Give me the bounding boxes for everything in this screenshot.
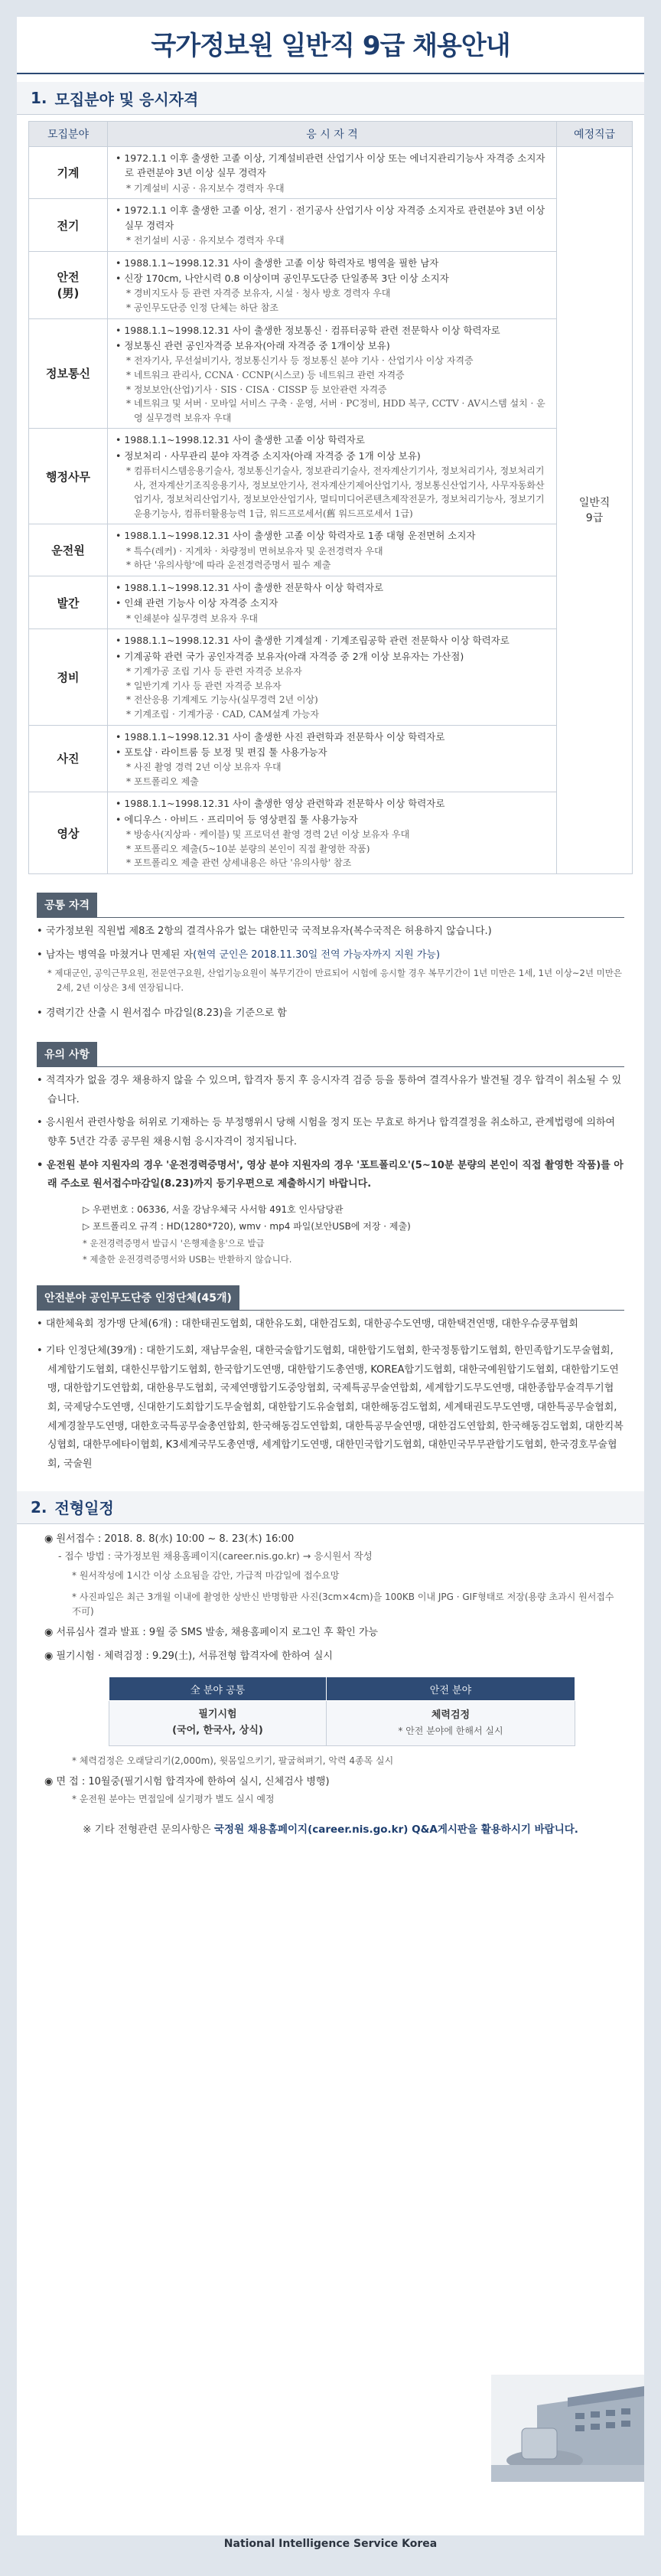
requirement-text: 신장 170cm, 나안시력 0.8 이상이며 공인무도단증 단일종목 3단 이상 소지자 xyxy=(124,273,449,285)
requirement-text: 1988.1.1~1998.12.31 사이 출생한 사진 관련학과 전문학사 이상 학력자로 xyxy=(124,730,445,743)
field-requirements xyxy=(108,429,557,524)
requirement-note xyxy=(116,842,549,857)
field-requirements xyxy=(108,792,557,874)
requirement-text: 1988.1.1~1998.12.31 사이 출생한 정보통신 · 컴퓨터공학 관련 전문학사 이상 학력자로 xyxy=(124,324,500,336)
requirement-item xyxy=(116,745,549,759)
common-p2: • 남자는 병역을 마쳤거나 면제된 자(현역 군인은 2018.11.30일 전역 가능자까지 지원 가능) xyxy=(37,948,441,961)
schedule-application-note-1: * 원서작성에 1시간 이상 소요됨을 감안, 가급적 마감일에 접수요망 xyxy=(72,1570,340,1582)
requirement-item xyxy=(116,323,549,338)
requirement-note xyxy=(116,354,549,368)
field-requirements xyxy=(108,147,557,199)
nis-building-photo xyxy=(491,2375,644,2482)
requirement-item xyxy=(116,256,549,270)
requirement-item xyxy=(116,151,549,181)
requirement-item xyxy=(116,796,549,811)
martial-tag: 안전분야 공인무도단증 인정단체(45개) xyxy=(37,1285,239,1310)
section-1-header xyxy=(17,82,644,115)
bullet-icon: • xyxy=(116,340,125,351)
requirement-note xyxy=(116,679,549,694)
table-row xyxy=(29,524,633,576)
bullet-icon: • xyxy=(116,813,125,825)
common-tag: 공통 자격 xyxy=(37,893,97,917)
requirement-item xyxy=(116,730,549,744)
requirement-note xyxy=(116,233,549,248)
footer-brand: National Intelligence Service Korea xyxy=(223,2538,438,2550)
requirement-text: 1988.1.1~1998.12.31 사이 출생한 고졸 이상 학력자로 xyxy=(124,434,365,446)
martial-p2-text: 기타 인정단체(39개) : 대한기도회, 재남무술원, 대한국술합기도협회, 대한합기도협회, 한국정통합기도협회, 한민족합기도무술협회, 세계합기도협회, 대한신무합기도협회, 한국합기도연맹, 대한합기도총연맹, KOREA합기도협회, 대한국예원합기도협회, 대한합기도연맹, 대한합기도연합회, 대한용무도협회, 국제연맹합기도중앙협회, 국제특공무술연합회, 세계합기도무도연맹, 대한종합무술격투기협회, 국제당수도연맹, 신대한기도회합기도무술협회, 대한합기도유술협회, 대한해동검도협회, 세계태권도무도연맹, 대한특공무술협회, 세계경찰무도연맹, 대한호국특공무술총연합회, 한국해동검도연합회, 대한특공무술연맹, 대한검도연합회, 한국해동검도협회, 대한킥복싱협회, 대한무에타이협회, K3세계국무도총연맹, 세계합기도연맹, 대한민국합기도협회, 대한민국무무관합기도협회, 한국경호무술협회, 국술원 xyxy=(45,1344,624,1471)
mail-address: ▷ 우편번호 : 06336, 서울 강남우체국 사서함 491호 인사담당관 xyxy=(83,1204,344,1216)
caution-p3-text: 운전원 분야 지원자의 경우 '운전경력증명서', 영상 분야 지원자의 경우 '포트폴리오'(5~10분 분량의 본인이 직접 촬영한 작품)를 아래 주소로 원서접수마감일(8.23)까지 등기우편으로 제출하시기 바랍니다. xyxy=(46,1159,624,1190)
planned-grade: 일반직 9급 xyxy=(557,147,633,874)
martial-p1-text: 대한체육회 정가맹 단체(6개) : 대한태권도협회, 대한유도회, 대한검도회, 대한공수도연맹, 대한택견연맹, 대한우슈쿵푸협회 xyxy=(45,1318,578,1330)
bullet-icon: • xyxy=(116,746,125,758)
table-row xyxy=(29,576,633,629)
requirement-text: * 기계설비 시공 · 유지보수 경력자 우대 xyxy=(126,182,285,194)
schedule-written-test: ◉ 필기시험 · 체력검정 : 9.29(土), 서류전형 합격자에 한하여 실시 xyxy=(44,1650,333,1662)
test-cell-written xyxy=(109,1701,327,1746)
schedule-application-note-2: * 사진파일은 최근 3개월 이내에 촬영한 상반신 반명함판 사진(3cm×4cm)을 100KB 이내 JPG · GIF형태로 저장(용량 초과시 원서접수 不可) xyxy=(72,1591,614,1617)
requirement-text: 1988.1.1~1998.12.31 사이 출생한 영상 관련학과 전문학사 이상 학력자로 xyxy=(124,798,445,810)
bullet-icon: • xyxy=(116,650,125,662)
caution-p1-text: 적격자가 없을 경우 채용하지 않을 수 있으며, 합격자 통지 후 응시자격 검증 등을 통하여 결격사유가 발견될 경우 합격이 취소될 수 있습니다. xyxy=(45,1074,622,1105)
requirement-text: * 전기설비 시공 · 유지보수 경력자 우대 xyxy=(126,235,285,246)
requirement-note xyxy=(116,181,549,196)
section-1-number: 1. xyxy=(31,89,47,107)
requirement-text: 정보처리 · 사무관리 분야 자격증 소지자(아래 자격증 중 1개 이상 보유) xyxy=(124,449,421,462)
requirement-text: * 전자기사, 무선설비기사, 정보통신기사 등 정보통신 분야 기사 · 산업기사 이상 자격증 xyxy=(126,355,474,367)
bullet-icon: • xyxy=(116,530,125,542)
header-field: 모집분야 xyxy=(29,122,108,147)
requirement-note xyxy=(116,693,549,707)
bullet-icon: • xyxy=(116,730,125,743)
requirement-text: 에디우스 · 아비드 · 프리미어 등 영상편집 툴 사용가능자 xyxy=(124,813,358,825)
schedule xyxy=(44,1530,617,1807)
header-grade: 예정직급 xyxy=(557,122,633,147)
field-requirements xyxy=(108,629,557,725)
recruitment-table xyxy=(28,121,633,874)
table-row xyxy=(29,147,633,199)
section-2-header xyxy=(17,1491,644,1524)
requirement-text: 1988.1.1~1998.12.31 사이 출생한 기계설계 · 기계조립공학 관련 전문학사 이상 학력자로 xyxy=(124,635,510,647)
requirement-text: * 하단 '유의사항'에 따라 운전경력증명서 필수 제출 xyxy=(126,560,331,571)
bullet-icon: • xyxy=(116,597,125,609)
requirement-text: * 네트워크 관리사, CCNA · CCNP(시스코) 등 네트워크 관련 자격증 xyxy=(126,369,405,380)
test-table xyxy=(109,1677,575,1746)
requirement-note xyxy=(116,397,549,425)
common-tag-line xyxy=(37,917,624,918)
test-header-safety: 안전 분야 xyxy=(326,1677,575,1701)
common-p3: • 경력기간 산출 시 원서접수 마감일(8.23)을 기준으로 함 xyxy=(37,1007,287,1020)
header-requirements: 응 시 자 격 xyxy=(108,122,557,147)
common-note-text: 제대군인, 공익근무요원, 전문연구요원, 산업기능요원이 복무기간이 만료되어 시험에 응시할 경우 복무기간이 1년 미만은 1세, 1년 이상~2년 미만은 2세, 2년 이상은 3세 연장됩니다. xyxy=(54,968,622,994)
common-p3-text: 경력기간 산출 시 원서접수 마감일(8.23)을 기준으로 함 xyxy=(45,1007,287,1020)
table-row xyxy=(29,251,633,318)
martial-arts-box xyxy=(37,1285,624,1474)
schedule-document-result: ◉ 서류심사 결과 발표 : 9월 중 SMS 발송, 채용홈페이지 로그인 후 확인 가능 xyxy=(44,1626,379,1638)
caution-box xyxy=(37,1042,624,1267)
table-header-row xyxy=(29,122,633,147)
schedule-application: ◉ 원서접수 : 2018. 8. 8(水) 10:00 ~ 8. 23(木) 16:00 xyxy=(44,1533,295,1545)
requirement-text: * 방송사(지상파 · 케이블) 및 프로덕션 촬영 경력 2년 이상 보유자 우대 xyxy=(126,829,410,841)
bullet-icon: • xyxy=(116,434,125,446)
bullet-icon: • xyxy=(116,798,125,810)
requirement-item xyxy=(116,649,549,664)
table-row xyxy=(29,199,633,251)
requirement-text: 1988.1.1~1998.12.31 사이 출생한 고졸 이상 학력자로 병역을 필한 남자 xyxy=(124,256,439,269)
requirement-text: * 전산응용 기계제도 기능사(실무경력 2년 이상) xyxy=(126,694,318,706)
test-physical-title: 체력검정 xyxy=(431,1709,471,1722)
requirement-text: 기계공학 관련 국가 공인자격증 보유자(아래 자격증 중 2개 이상 보유자는 가산점) xyxy=(124,650,464,662)
test-written-subjects: (국어, 한국사, 상식) xyxy=(172,1725,263,1737)
requirement-item xyxy=(116,580,549,595)
common-p1-text: 국가정보원 직원법 제8조 2항의 결격사유가 없는 대한민국 국적보유자(복수국적은 허용하지 않습니다.) xyxy=(45,925,492,937)
requirement-text: 인쇄 관련 기능사 이상 자격증 소지자 xyxy=(124,597,278,609)
martial-tag-line xyxy=(37,1310,624,1311)
title-divider xyxy=(17,73,644,74)
requirement-text: * 특수(레커) · 지게차 · 차량정비 면허보유자 및 운전경력자 우대 xyxy=(126,545,383,557)
field-name: 발간 xyxy=(29,576,108,629)
requirement-item xyxy=(116,812,549,827)
requirement-text: * 기계조립 · 기계가공 · CAD, CAM설계 가능자 xyxy=(126,708,320,720)
bullet-icon: • xyxy=(116,152,125,164)
test-written-title: 필기시험 xyxy=(198,1709,237,1721)
table-row xyxy=(29,318,633,429)
mailing-info xyxy=(83,1202,624,1267)
mail-note-1: * 운전경력증명서 발급시 '은행제출용'으로 발급 xyxy=(83,1238,265,1249)
requirement-text: 1972.1.1 이후 출생한 고졸 이상, 전기 · 전기공사 산업기사 이상 자격증 소지자로 관련분야 3년 이상 실무 경력자 xyxy=(124,204,545,231)
requirement-note xyxy=(116,558,549,573)
field-name: 행정사무 xyxy=(29,429,108,524)
table-row xyxy=(29,725,633,792)
section-2-label: 전형일정 xyxy=(54,1499,114,1518)
interview-note: * 운전원 분야는 면접일에 실기평가 별도 실시 예정 xyxy=(72,1793,275,1804)
mail-note-2: * 제출한 운전경력증명서와 USB는 반환하지 않습니다. xyxy=(83,1254,292,1265)
field-name: 정보통신 xyxy=(29,318,108,429)
requirement-item xyxy=(116,633,549,648)
requirement-text: * 일반기계 기사 등 관련 자격증 보유자 xyxy=(126,680,282,691)
bullet-icon: • xyxy=(116,324,125,336)
field-requirements xyxy=(108,251,557,318)
bullet-icon: • xyxy=(116,204,125,217)
requirement-text: * 기계가공 조립 기사 등 관련 자격증 보유자 xyxy=(126,666,302,677)
schedule-application-method: - 접수 방법 : 국가정보원 채용홈페이지(career.nis.go.kr) → 응시원서 작성 xyxy=(58,1550,373,1562)
contact-note xyxy=(17,1820,644,1836)
common-p2-text: 남자는 병역을 마쳤거나 면제된 자 xyxy=(45,948,194,961)
requirement-note xyxy=(116,286,549,301)
requirement-note xyxy=(116,301,549,315)
common-p2-highlight: (현역 군인은 2018.11.30일 전역 가능자까지 지원 가능) xyxy=(193,948,441,961)
requirement-item xyxy=(116,203,549,233)
field-requirements xyxy=(108,725,557,792)
requirement-note xyxy=(116,464,549,521)
schedule-interview: ◉ 면 접 : 10월중(필기시험 합격자에 한하여 실시, 신체검사 병행) xyxy=(44,1776,330,1788)
requirement-item xyxy=(116,449,549,463)
requirement-text: * 경비지도사 등 관련 자격증 보유자, 시설 · 청사 방호 경력자 우대 xyxy=(126,288,391,299)
field-name: 안전 (男) xyxy=(29,251,108,318)
requirement-note xyxy=(116,707,549,722)
requirement-note xyxy=(116,856,549,870)
requirement-text: * 포트폴리오 제출 관련 상세내용은 하단 '유의사항' 참조 xyxy=(126,857,352,869)
common-note: * 제대군인, 공익근무요원, 전문연구요원, 산업기능요원이 복무기간이 만료되어 시험에 응시할 경우 복무기간이 1년 미만은 1세, 1년 이상~2년 미만은 2세, 2년 이상은 3세 연장됩니다. xyxy=(47,968,622,994)
requirement-item xyxy=(116,433,549,447)
requirement-note xyxy=(116,368,549,383)
table-row xyxy=(29,429,633,524)
field-name: 영상 xyxy=(29,792,108,874)
caution-tag-line xyxy=(37,1066,624,1067)
bullet-icon: • xyxy=(116,256,125,269)
field-name: 운전원 xyxy=(29,524,108,576)
martial-p1: • 대한체육회 정가맹 단체(6개) : 대한태권도협회, 대한유도회, 대한검도회, 대한공수도연맹, 대한택견연맹, 대한우슈쿵푸협회 xyxy=(37,1318,578,1330)
requirement-note xyxy=(116,612,549,626)
page-title: 국가정보원 일반직 9급 채용안내 xyxy=(151,31,510,61)
field-requirements xyxy=(108,576,557,629)
requirement-text: 1972.1.1 이후 출생한 고졸 이상, 기계설비관련 산업기사 이상 또는 에너지관리기능사 자격증 소지자로 관련분야 3년 이상 실무 경력자 xyxy=(124,152,545,179)
field-requirements xyxy=(108,318,557,429)
contact-note-prefix: ※ 기타 전형관련 문의사항은 xyxy=(83,1823,214,1836)
common-p1: • 국가정보원 직원법 제8조 2항의 결격사유가 없는 대한민국 국적보유자(복수국적은 허용하지 않습니다.) xyxy=(37,925,492,937)
test-physical-note: * 안전 분야에 한해서 실시 xyxy=(398,1725,503,1736)
requirement-note xyxy=(116,828,549,842)
requirement-text: * 포트폴리오 제출(5~10분 분량의 본인이 직접 촬영한 작품) xyxy=(126,843,370,854)
field-name: 기계 xyxy=(29,147,108,199)
bullet-icon: • xyxy=(116,273,125,285)
field-name: 사진 xyxy=(29,725,108,792)
physical-test-note: * 체력검정은 오래달리기(2,000m), 윗몸일으키기, 팔굽혀펴기, 악력 4종목 실시 xyxy=(72,1755,394,1766)
caution-p1: • 적격자가 없을 경우 채용하지 않을 수 있으며, 합격자 통지 후 응시자격 검증 등을 통하여 결격사유가 발견될 경우 합격이 취소될 수 있습니다. xyxy=(37,1074,622,1105)
requirement-item xyxy=(116,338,549,353)
requirement-note xyxy=(116,775,549,789)
requirement-text: * 포트폴리오 제출 xyxy=(126,775,199,787)
caution-p3: • 운전원 분야 지원자의 경우 '운전경력증명서', 영상 분야 지원자의 경우 '포트폴리오'(5~10분 분량의 본인이 직접 촬영한 작품)를 아래 주소로 원서접수마감일(8.23)까지 등기우편으로 제출하시기 바랍니다. xyxy=(37,1159,624,1190)
requirement-text: * 인쇄분야 실무경력 보유자 우대 xyxy=(126,612,258,624)
requirement-note xyxy=(116,664,549,679)
requirement-item xyxy=(116,271,549,286)
caution-p2-text: 응시원서 관련사항을 허위로 기재하는 등 부정행위시 당해 시험을 정지 또는 무효로 하거나 합격결정을 취소하고, 관계법령에 의하여 향후 5년간 각종 공무원 채용시험 응시자격이 정지됩니다. xyxy=(45,1117,616,1148)
requirement-text: 1988.1.1~1998.12.31 사이 출생한 고졸 이상 학력자로 1종 대형 운전면허 소지자 xyxy=(124,530,476,542)
requirement-text: * 네트워크 및 서버 · 모바일 서비스 구축 · 운영, 서버 · PC정비, HDD 복구, CCTV · AV시스템 설치 · 운영 실무경력 보유자 우대 xyxy=(126,398,545,423)
section-2-number: 2. xyxy=(31,1497,47,1517)
caution-p2: • 응시원서 관련사항을 허위로 기재하는 등 부정행위시 당해 시험을 정지 또는 무효로 하거나 합격결정을 취소하고, 관계법령에 의하여 향후 5년간 각종 공무원 채용시험 응시자격이 정지됩니다. xyxy=(37,1117,616,1148)
test-cell-physical xyxy=(326,1701,575,1746)
table-row xyxy=(29,792,633,874)
requirement-note xyxy=(116,383,549,397)
field-requirements xyxy=(108,524,557,576)
requirement-text: * 사진 촬영 경력 2년 이상 보유자 우대 xyxy=(126,762,282,773)
test-header-common: 全 분야 공통 xyxy=(109,1677,327,1701)
requirement-text: 포토샵 · 라이트룸 등 보정 및 편집 툴 사용가능자 xyxy=(124,746,327,758)
requirement-item xyxy=(116,596,549,610)
section-1-label: 모집분야 및 응시자격 xyxy=(54,90,199,109)
bullet-icon: • xyxy=(116,635,125,647)
field-name: 정비 xyxy=(29,629,108,725)
requirement-item xyxy=(116,528,549,543)
requirement-text: * 컴퓨터시스템응용기술사, 정보통신기술사, 정보관리기술사, 전자계산기기사, 정보처리기사, 정보처리기사, 전자계산기조직응용기사, 정보보안기사, 전자계산기제어산업기사, 정보통신산업기사, 사무자동화산업기사, 정보처리산업기사, 정보보안산업기사, 멀티미디어콘텐츠제작전문가, 정보처리기능사, 정보기기운용기능사, 컴퓨터활용능력 1급, 워드프로세서(舊 워드프로세서 1급) xyxy=(126,465,545,519)
portfolio-spec: ▷ 포트폴리오 규격 : HD(1280*720), wmv · mp4 파일(보안USB에 저장 · 제출) xyxy=(83,1220,411,1232)
requirement-text: 정보통신 관련 공인자격증 보유자(아래 자격증 중 1개이상 보유) xyxy=(124,340,390,351)
bullet-icon: • xyxy=(116,449,125,462)
bullet-icon: • xyxy=(116,582,125,594)
field-name: 전기 xyxy=(29,199,108,251)
common-qualification-box xyxy=(37,893,624,1024)
requirement-text: * 공인무도단증 인정 단체는 하단 참조 xyxy=(126,302,278,314)
requirement-text: * 정보보안(산업)기사 · SIS · CISA · CISSP 등 보안관련 자격증 xyxy=(126,384,387,395)
martial-p2: • 기타 인정단체(39개) : 대한기도회, 재남무술원, 대한국술합기도협회, 대한합기도협회, 한국정통합기도협회, 한민족합기도무술협회, 세계합기도협회, 대한신무합기도협회, 한국합기도연맹, 대한합기도총연맹, KOREA합기도협회, 대한국예원합기도협회, 대한합기도연맹, 대한합기도연합회, 대한용무도협회, 국제연맹합기도중앙협회, 국제특공무술연합회, 세계합기도무도연맹, 대한종합무술격투기협회, 국제당수도연맹, 신대한기도회합기도무술협회, 대한합기도유술협회, 대한해동검도협회, 세계태권도무도연맹, 대한특공무술협회, 세계경찰무도연맹, 대한호국특공무술총연합회, 한국해동검도연합회, 대한특공무술연맹, 대한검도연합회, 한국해동검도협회, 대한킥복싱협회, 대한무에타이협회, K3세계국무도총연맹, 세계합기도연맹, 대한민국합기도협회, 대한민국무무관합기도협회, 한국경호무술협회, 국술원 xyxy=(37,1344,624,1471)
table-row xyxy=(29,629,633,725)
requirement-text: 1988.1.1~1998.12.31 사이 출생한 전문학사 이상 학력자로 xyxy=(124,582,384,594)
caution-tag: 유의 사항 xyxy=(37,1042,97,1066)
contact-note-link[interactable]: 국정원 채용홈페이지(career.nis.go.kr) Q&A게시판을 활용하시기 바랍니다. xyxy=(214,1823,578,1836)
requirement-note xyxy=(116,544,549,559)
notice-card xyxy=(17,17,644,2535)
requirement-note xyxy=(116,760,549,775)
field-requirements xyxy=(108,199,557,251)
